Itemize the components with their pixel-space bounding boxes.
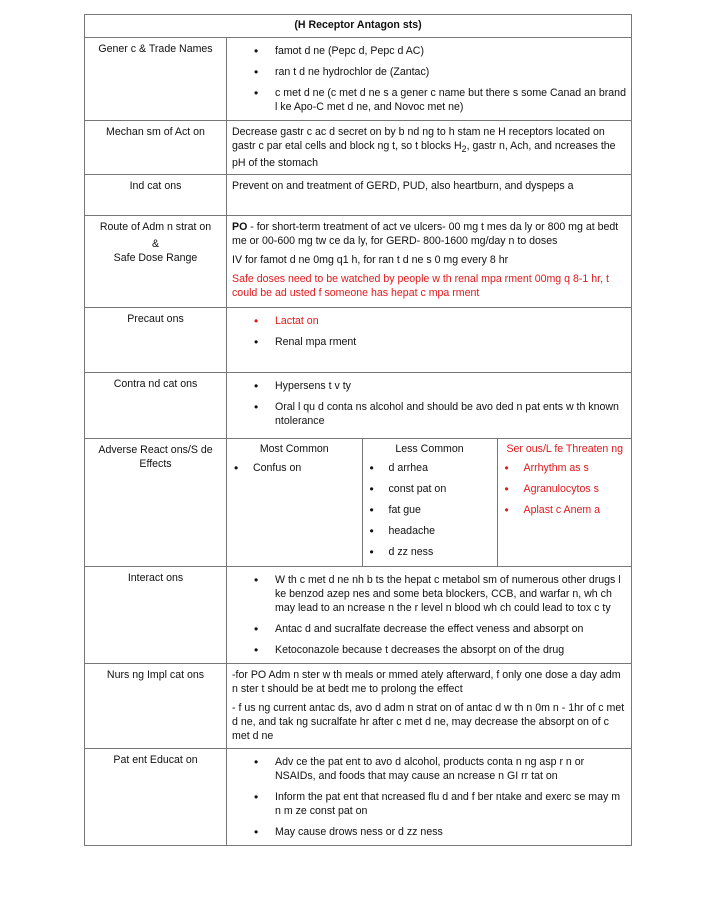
list-item: • Agranulocytos s [498, 482, 633, 503]
interactions-label: Interact ons [85, 567, 227, 664]
row-education [85, 749, 632, 846]
list-item: • c met d ne (c met d ne s a gener c name but there s some Canad an brand l ke Apo-C met d ne, and Novoc met ne) [232, 86, 626, 114]
most-common-column [227, 439, 362, 566]
route-label-line2: & [151, 238, 160, 251]
list-item: • Adv ce the pat ent to avo d alcohol, products conta n ng asp r n or NSAIDs, and foods that may cause an ncrease n GI rr tat on [232, 755, 626, 783]
mechanism-text: Decrease gastr c ac d secret on by b nd ng to h stam ne H receptors located on gastr c par etal cells and block ng t, so t blocks H [232, 126, 605, 152]
names-label: Gener c & Trade Names [85, 38, 227, 121]
list-item: • fat gue [363, 503, 497, 524]
mechanism-text-after: , gastr n, Ach, and ncreases the pH of the stomach [232, 140, 616, 170]
adverse-columns [227, 439, 632, 566]
most-common-list [227, 461, 362, 482]
list-item: • W th c met d ne nh b ts the hepat c metabol sm of numerous other drugs l ke benzod azep nes and some beta blockers, CCB, and warfar n, wh ch may lead to an ncrease n the r level n blood wh ch could lead to tox c ty [232, 573, 626, 615]
po-dose [232, 220, 626, 248]
list-item: • Ketoconazole because t decreases the absorpt on of the drug [232, 643, 626, 657]
dose-warning: Safe doses need to be watched by people w th renal mpa rment 00mg q 8-1 hr, t could be ad usted f someone has hepat c mpa rment [232, 273, 609, 300]
names-content [227, 38, 632, 121]
route-label [85, 216, 227, 308]
indications-text: Prevent on and treatment of GERD, PUD, also heartburn, and dyspeps a [227, 175, 632, 216]
list-item: • May cause drows ness or d zz ness [232, 825, 626, 839]
table-title: (H Receptor Antagon sts) [85, 15, 632, 38]
interactions-list [232, 571, 626, 657]
education-content [227, 749, 632, 846]
iv-dose: IV for famot d ne 0mg q1 h, for ran t d ne s 0 mg every 8 hr [232, 254, 509, 267]
education-label: Pat ent Educat on [85, 749, 227, 846]
serious-heading: Ser ous/L fe Threaten ng [506, 443, 624, 456]
less-common-list [363, 461, 497, 566]
route-label-line1: Route of Adm n strat on [99, 221, 212, 234]
title-row [85, 15, 632, 38]
precautions-content [227, 308, 632, 373]
precautions-list [232, 312, 626, 349]
list-item: • Hypersens t v ty [232, 379, 626, 393]
education-list [232, 753, 626, 839]
nursing-label: Nurs ng Impl cat ons [85, 664, 227, 749]
less-common-column [362, 439, 497, 566]
po-label: PO [232, 221, 248, 234]
list-item: • ran t d ne hydrochlor de (Zantac) [232, 65, 626, 79]
indications-label: Ind cat ons [85, 175, 227, 216]
interactions-content [227, 567, 632, 664]
row-route [85, 216, 632, 308]
contraindications-label: Contra nd cat ons [85, 373, 227, 439]
names-list [232, 42, 626, 114]
list-item: • d zz ness [363, 545, 497, 566]
row-names [85, 38, 632, 121]
route-content [227, 216, 632, 308]
adverse-content [227, 439, 632, 567]
mechanism-label: Mechan sm of Act on [85, 121, 227, 175]
row-interactions [85, 567, 632, 664]
contraindications-list [232, 377, 626, 428]
list-item: • Antac d and sucralfate decrease the effect veness and absorpt on [232, 622, 626, 636]
precautions-label: Precaut ons [85, 308, 227, 373]
row-contraindications [85, 373, 632, 439]
list-item: • d arrhea [363, 461, 497, 482]
row-precautions [85, 308, 632, 373]
most-common-heading: Most Common [259, 443, 329, 456]
route-label-line3: Safe Dose Range [113, 252, 198, 265]
adverse-label: Adverse React ons/S de Effects [85, 439, 227, 567]
row-indications [85, 175, 632, 216]
serious-list [498, 461, 633, 524]
nursing-paragraph-1: -for PO Adm n ster w th meals or mmed ately afterward, f only one dose a day adm n ster t should be at bedt me to prolong the effect [232, 669, 621, 696]
serious-column [497, 439, 632, 566]
row-nursing [85, 664, 632, 749]
drug-info-table [84, 14, 632, 846]
nursing-content [227, 664, 632, 749]
list-item: • const pat on [363, 482, 497, 503]
mechanism-subscript: 2 [461, 144, 467, 155]
row-mechanism [85, 121, 632, 175]
contraindications-content [227, 373, 632, 439]
mechanism-content [227, 121, 632, 175]
list-item: • famot d ne (Pepc d, Pepc d AC) [232, 44, 626, 58]
list-item: • Inform the pat ent that ncreased flu d and f ber ntake and exerc se may m n m ze const pat on [232, 790, 626, 818]
po-text: - for short-term treatment of act ve ulcers- 00 mg t mes da ly or 800 mg at bedt me or 00-600 mg tw ce da ly, for GERD- 800-1600 mg/day n to doses [232, 221, 619, 248]
list-item: • headache [363, 524, 497, 545]
list-item: • Arrhythm as s [498, 461, 633, 482]
list-item: • Confus on [227, 461, 362, 482]
less-common-heading: Less Common [395, 443, 464, 456]
list-item: • Lactat on [232, 314, 626, 328]
nursing-paragraph-2: - f us ng current antac ds, avo d adm n strat on of antac d w th n 0m n - 1hr of c met d ne, and tak ng sucralfate hr after c met d ne, may decrease the absorpt on of c met d ne [232, 702, 625, 743]
list-item: • Renal mpa rment [232, 335, 626, 349]
list-item: • Oral l qu d conta ns alcohol and should be avo ded n pat ents w th known ntolerance [232, 400, 626, 428]
row-adverse [85, 439, 632, 567]
list-item: • Aplast c Anem a [498, 503, 633, 524]
